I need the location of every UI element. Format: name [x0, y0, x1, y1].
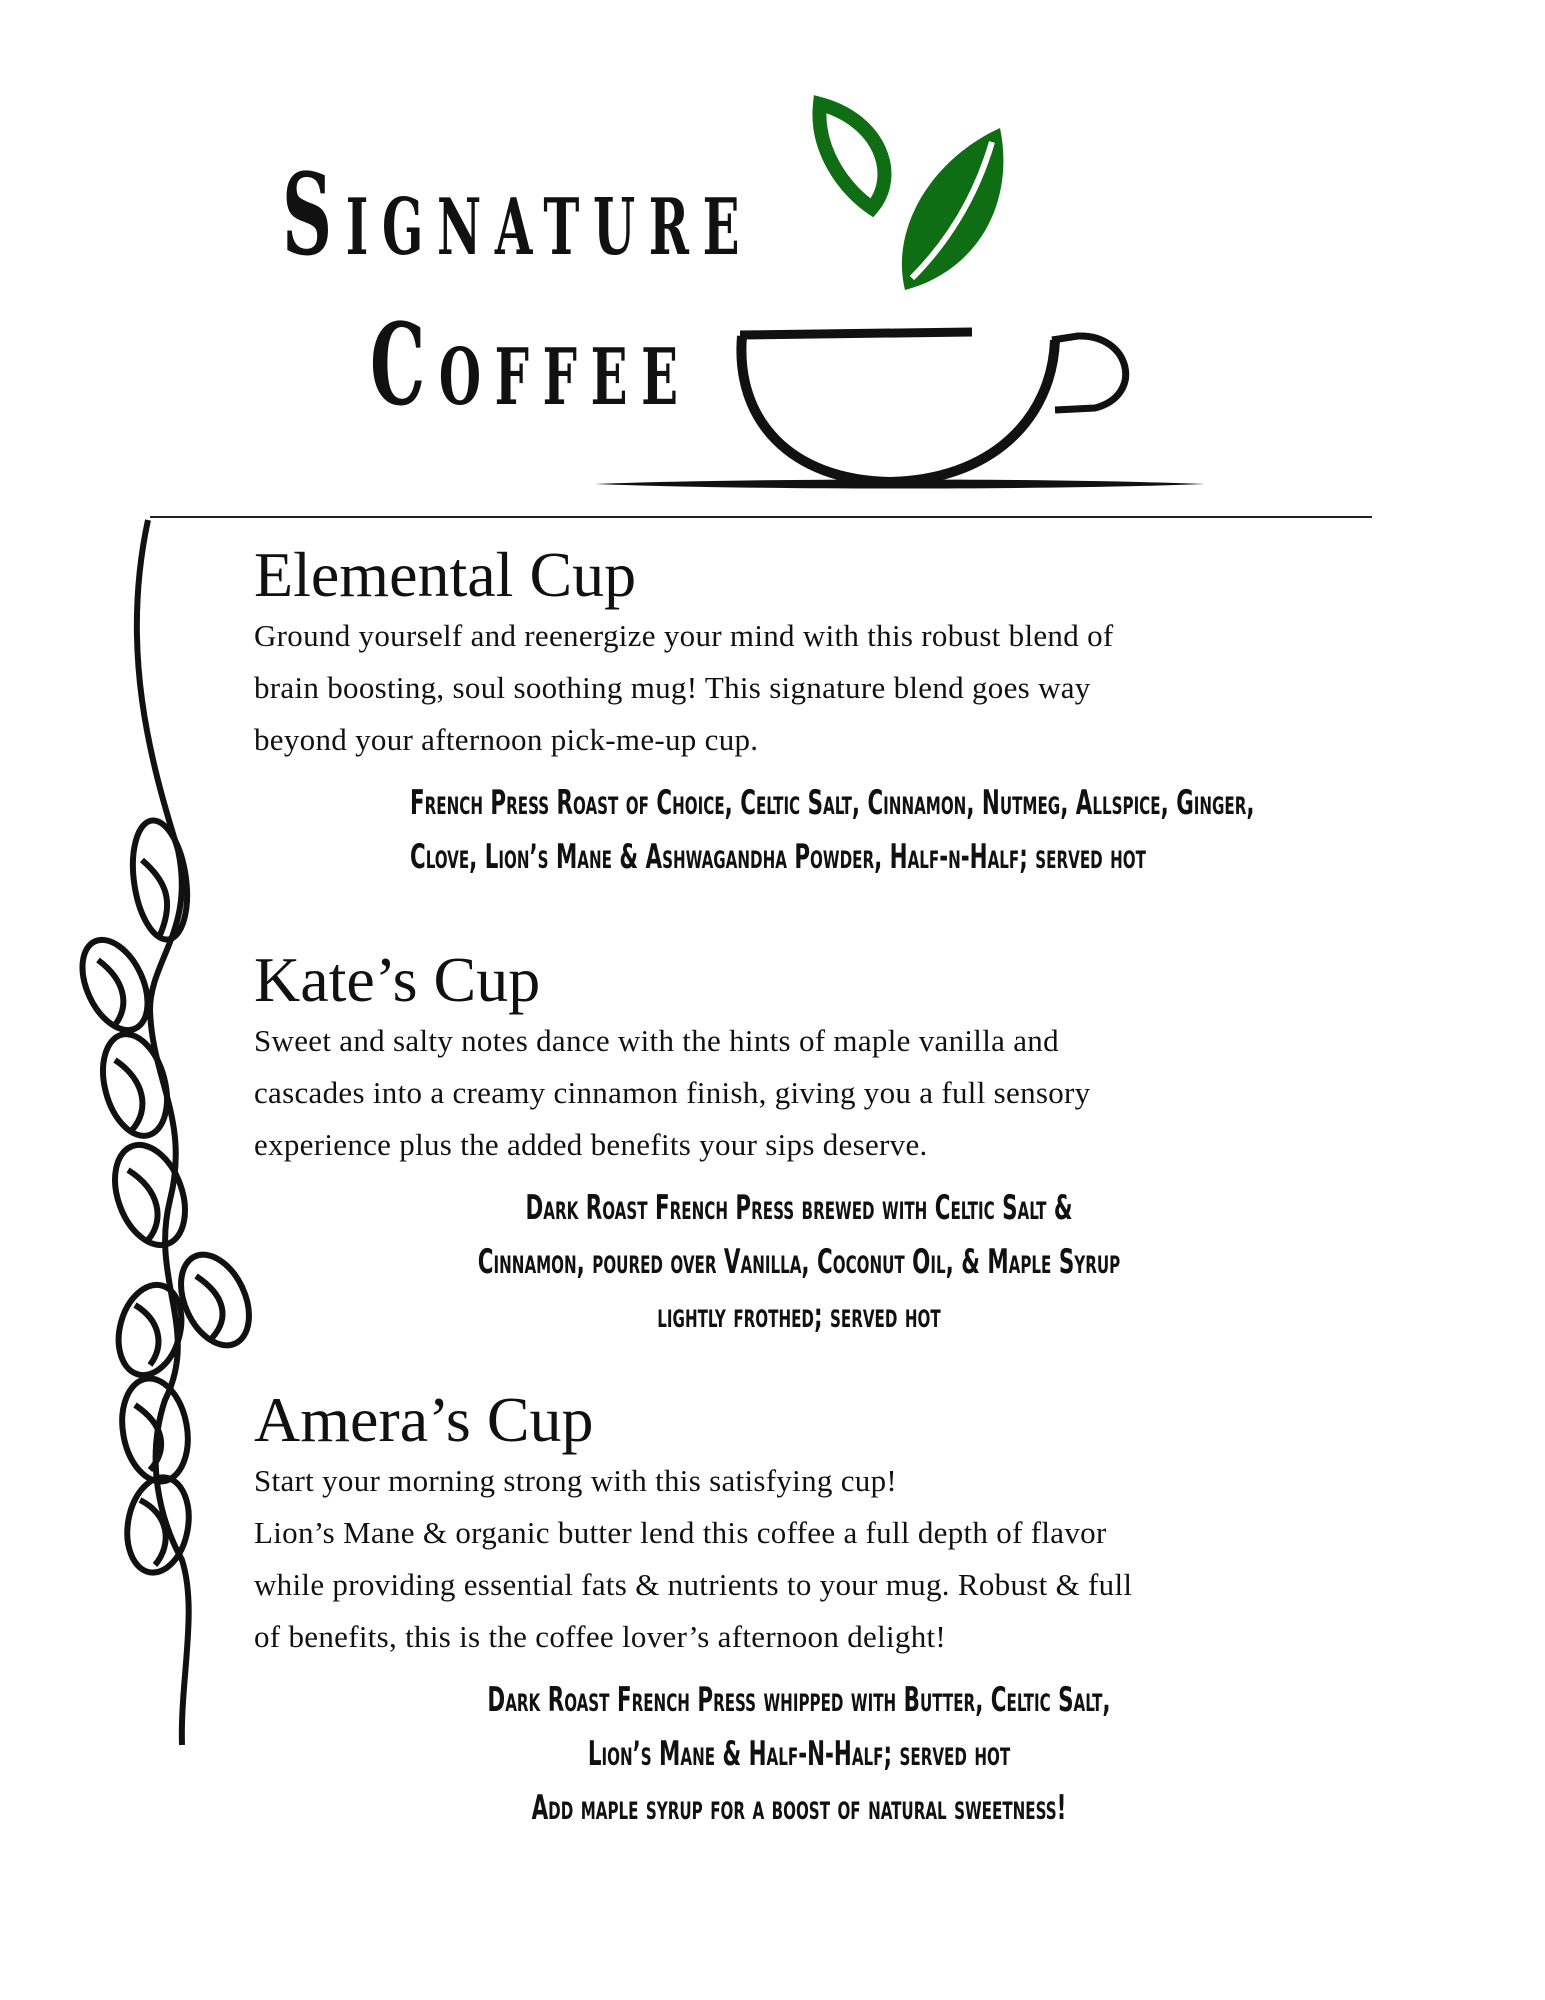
- coffee-bean-vine-icon: [0, 0, 260, 1760]
- brand-title-line-2: Coffee: [370, 300, 692, 431]
- menu-item-kates-cup: [254, 945, 1344, 1343]
- description-line: while providing essential fats & nutrients to your mug. Robust & full: [254, 1567, 1133, 1602]
- ingredients-line: Cinnamon, poured over Vanilla, Coconut Oil, & Maple Syrup: [477, 1242, 1121, 1282]
- description-line: brain boosting, soul soothing mug! This signature blend goes way: [254, 670, 1091, 705]
- menu-item-ingredients: [254, 1673, 1344, 1835]
- menu-item-ameras-cup: [254, 1385, 1344, 1835]
- menu-item-description: [254, 1455, 1344, 1663]
- ingredients-line: French Press Roast of Choice, Celtic Salt, Cinnamon, Nutmeg, Allspice, Ginger,: [410, 783, 1255, 823]
- description-line: cascades into a creamy cinnamon finish, giving you a full sensory: [254, 1075, 1091, 1110]
- menu-item-elemental-cup: [254, 540, 1344, 884]
- ingredients-line: Dark Roast French Press whipped with Butter, Celtic Salt,: [487, 1680, 1111, 1720]
- leaf-icon: [819, 104, 1003, 290]
- description-line: experience plus the added benefits your sips deserve.: [254, 1127, 928, 1162]
- ingredients-line: Add maple syrup for a boost of natural sweetness!: [531, 1788, 1067, 1828]
- description-line: Sweet and salty notes dance with the hints of maple vanilla and: [254, 1023, 1059, 1058]
- ingredients-line: lightly frothed; served hot: [657, 1296, 941, 1336]
- description-line: Lion’s Mane & organic butter lend this coffee a full depth of flavor: [254, 1515, 1107, 1550]
- menu-item-description: [254, 1015, 1344, 1171]
- menu-item-ingredients: [254, 1181, 1344, 1343]
- ingredients-line: Lion’s Mane & Half-N-Half; served hot: [587, 1734, 1011, 1774]
- menu-item-description: [254, 610, 1344, 766]
- menu-item-ingredients: [254, 776, 1294, 884]
- description-line: Start your morning strong with this satisfying cup!: [254, 1463, 898, 1498]
- description-line: Ground yourself and reenergize your mind with this robust blend of: [254, 618, 1114, 653]
- brand-title-line-1: Signature: [282, 150, 754, 281]
- header-divider: [150, 516, 1372, 518]
- menu-item-title: Amera’s Cup: [254, 1384, 594, 1455]
- description-line: of benefits, this is the coffee lover’s afternoon delight!: [254, 1619, 947, 1654]
- ingredients-line: Clove, Lion’s Mane & Ashwagandha Powder, Half-n-Half; served hot: [410, 837, 1146, 877]
- menu-item-title: Kate’s Cup: [254, 944, 541, 1015]
- menu-item-title: Elemental Cup: [254, 539, 637, 610]
- description-line: beyond your afternoon pick-me-up cup.: [254, 722, 759, 757]
- ingredients-line: Dark Roast French Press brewed with Celtic Salt &: [525, 1188, 1073, 1228]
